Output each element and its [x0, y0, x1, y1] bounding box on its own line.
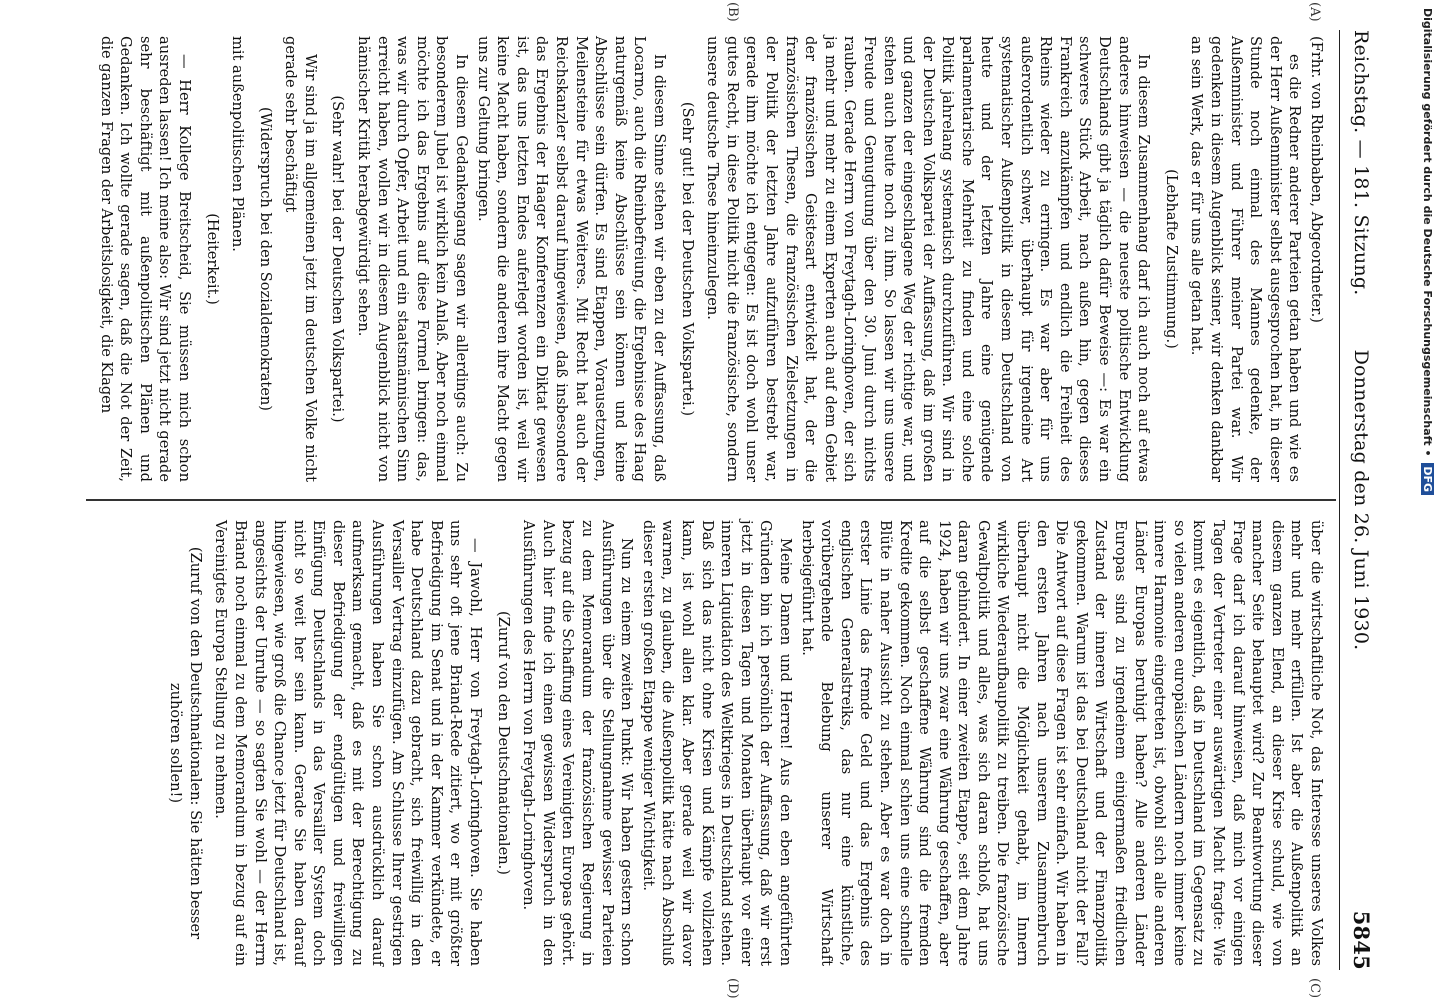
right-column — [158, 520, 1326, 966]
digitization-credit — [1418, 8, 1434, 988]
interjection: (Widerspruch bei den Sozialdemokraten) — [256, 106, 274, 411]
interjection: (Sehr wahr! bei der Deutschen Volkspartei.) — [329, 95, 347, 423]
paragraph: über die wirtschaftliche Not, das Interesse unseres Volkes mehr und mehr erfüllen. Ist aber die Außenpolitik an diesem ganzen Elend, an dieser Krise schuld, wie von mancher Seite behauptet wird? Zur Beantwortung dieser Frage darf ich darauf hinweisen, daß mich vor einigen Tagen der Vertreter einer auswärtigen Macht fragte: Wie kommt es eigentlich, daß in Deutschland im Gegensatz zu so vielen anderen europäischen Ländern noch immer keine innere Harmonie eingetreten ist, obwohl sich alle anderen Länder Europas beruhigt haben? Alle anderen Länder Europas sind zu irgendeinem einigermaßen friedlichen Zustand der inneren Wirtschaft und der Finanzpolitik gekommen. Warum ist das bei Deutschland nicht der Fall? Die Antwort auf diese Fragen ist sehr einfach. Wir haben in den ersten Jahren nach unserem Zusammenbruch überhaupt nicht die Möglichkeit gehabt, im Innern wirkliche Wiederaufbaupolitik zu treiben. Die französische Gewaltpolitik und alles, was sich daran schloß, hat uns daran gehindert. In einer zweiten Etappe, seit dem Jahre 1924, haben wir uns zwar eine Währung geschaffen, aber auf die selbst geschaffene Währung sind die fremden Kredite gekommen. Noch einmal schien uns eine schnelle Blüte in naher Aussicht zu stehen. Aber es war doch in erster Linie das fremde Geld und das Ergebnis des englischen Generalstreiks, das nur eine künstliche, vorübergehende Belebung unserer Wirtschaft herbeigeführt hat. — [798, 520, 1325, 966]
paragraph: In diesem Sinne stehen wir eben zu der Auffassung, daß Locarno, auch die Rheinbefreiung, die Ergebnisse des Haag naturgemäß keine Abschlüsse sein können und keine Abschlüsse sein dürfen. Es sind Etappen, Vorausetzungen, Meilensteine für etwas Weiteres. Mit Recht hat auch der Reichskanzler selbst darauf hingewiesen, daß insbesondere das Ergebnis der Haager Konferenzen ein Diktat gewesen ist, das uns letzten Endes auferlegt worden ist, weil wir keine Macht haben, sondern die anderen ihre Macht gegen uns zur Geltung bringen. — [474, 36, 668, 482]
interjection: (Zuruf von den Deutschnationalen.) — [494, 611, 512, 875]
paragraph: In diesem Gedankengang sagen wir allerdings auch: Zu besonderem Jubel ist wirklich kein Anlaß. Aber noch einmal möchte ich das Ergebnis auf diese Formel bringen: das, was wir durch Opfer, Arbeit und ein staatsmännischen Sinn erreicht haben, wollen wir in diesem Augenblick nicht von hämischer Kritik herabgewürdigt sehen. — [355, 36, 471, 482]
left-column — [94, 36, 1326, 482]
column-divider — [86, 499, 1336, 501]
header-date: Donnerstag den 26. Juni 1930. — [1350, 349, 1372, 651]
paragraph: — Jawohl, Herr von Freytagh-Loringhoven. Sie haben uns sehr oft jene Briand-Rede zitiert, wo er mit größter Befriedigung im Senat und in der Kammer verkündete, er habe Deutschland dazu gebracht, sich freiwillig in den Versailler Vertrag einzufügen. Am Schlusse Ihrer gestrigen Ausführungen haben Sie schon ausdrücklich darauf aufmerksam gemacht, daß es mit der Berechtigung zu dieser Befriedigung der endgültigen und freiwilligen Einfügung Deutschlands in das Versailler System doch nicht so weit her sein kann. Gerade Sie haben darauf hingewiesen, wie groß die Chance jetzt für Deutschland ist, angesichts der Unruhe — so sagten Sie wohl — der Herrn Briand noch einmal zu dem Memorandum in bezug auf ein Vereinigtes Europa Stellung zu nehmen. — [212, 520, 485, 966]
header-session: Reichstag. — 181. Sitzung. — [1350, 30, 1372, 296]
interjection: (Heiterkeit.) — [203, 213, 221, 305]
paragraph: — Herr Kollege Breitscheid, Sie müssen mich schon ausreden lassen! Ich meine also: Wir sind jetzt nicht gerade sehr beschäftigt mit außenpolitischen Plänen und Gedanken. Ich wollte gerade sagen, daß die Not der Zeit, die ganzen Fragen der Arbeitslosigkeit, die Klagen — [97, 36, 193, 482]
paragraph: Nun zu einem zweiten Punkt: Wir haben gestern schon Ausführungen über die Stellungnahme gewisser Parteien zu dem Memorandum der französischen Regierung in bezug auf die Schaffung eines Vereinigten Europas gehört. Auch hier finde ich einen gewissen Widerspruch in den Ausführungen des Herrn von Freytagh-Loringhoven. — [520, 520, 636, 966]
paragraph: Wir sind ja im allgemeinen jetzt im deutschen Volke nicht gerade sehr beschäftigt — [282, 36, 319, 482]
interjection: (Sehr gut! bei der Deutschen Volkspartei.) — [678, 101, 696, 417]
interjection: (Lebhafte Zustimmung.) — [1162, 169, 1180, 349]
rotated-scan-page — [80, 2, 1380, 999]
paragraph: In diesem Zusammenhang darf ich auch noch auf etwas anderes hinweisen — die neueste politische Entwicklung Deutschlands gibt ja täglich dafür Beweise —: Es war ein schweres Stück Arbeit, nach außen hin, gegen dieses Frankreich anzukämpfen und endlich die Freiheit des Rheins wieder zu erringen. Es war aber für uns außerordentlich schwer, überhaupt für irgendeine Art systematischer Außenpolitik in diesem Deutschland von heute und der letzten Jahre eine genügende parlamentarische Mehrheit zu finden und eine solche Politik jahrelang systematisch durchzuführen. Wir sind in der Deutschen Volkspartei der Auffassung, daß im großen und ganzen der eingeschlagene Weg der richtige war, und stehen auch heute noch zu ihm. So lassen wir uns unsere Freude und Genugtuung über den 30. Juni durch nichts rauben. Gerade Herrn von Freytagh-Loringhoven, der sich ja mehr und mehr zu einem Experten auch auf dem Gebiet der französischen Geistesart entwickelt hat, der die französischen Thesen, die französischen Zielsetzungen in der Politik der letzten Jahre aufzuführen bestrebt war, gerade ihm möchte ich entgegen: Es ist doch wohl unser gutes Recht, in diese Politik nicht die französische, sondern unsere deutsche These hineinzulegen. — [704, 36, 1153, 482]
page-number: 5845 — [1349, 910, 1374, 970]
credit-text: Digitalisierung gefördert durch die Deutsche Forschungsgemeinschaft • — [1421, 8, 1434, 457]
page-header — [1339, 30, 1380, 970]
speaker-line: (Frhr. von Rheinbaben, Abgeordneter.) — [1308, 36, 1325, 323]
margin-marker-b: (B) — [725, 2, 740, 22]
margin-marker-c: (C) — [1307, 978, 1322, 999]
paragraph: Meine Damen und Herren! Aus den eben angeführten Gründen bin ich persönlich der Auffassung, daß wir erst jetzt in diesen Tagen und Monaten überhaupt vor einer inneren Liquidation des Weltkrieges in Deutschland stehen. Daß sich das nicht ohne Krisen und Kämpfe vollziehen kann, ist wohl allen klar. Aber gerade weil wir davor warnen, zu glauben, die Außenpolitik hätte nach Abschluß dieser ersten großen Etappe weniger Wichtigkeit. — [639, 520, 794, 966]
paragraph: mit außenpolitischen Plänen. — [229, 36, 247, 252]
margin-marker-a: (A) — [1307, 2, 1322, 22]
dfg-logo: DFG — [1421, 463, 1434, 495]
interjection: (Zuruf von den Deutschnationalen: Sie hätten besser zuhören sollen!) — [167, 546, 204, 940]
margin-marker-d: (D) — [725, 978, 740, 999]
paragraph: es die Redner anderer Parteien getan haben und wie es der Herr Außenminister selbst ausgesprochen hat, in dieser Stunde noch einmal des Mannes gedenke, der Außenminister und Führer meiner Partei war. Wir gedenken in diesem Augenblick seiner, wir denken dankbar an sein Werk, das er für uns alle getan hat. — [1188, 36, 1304, 482]
